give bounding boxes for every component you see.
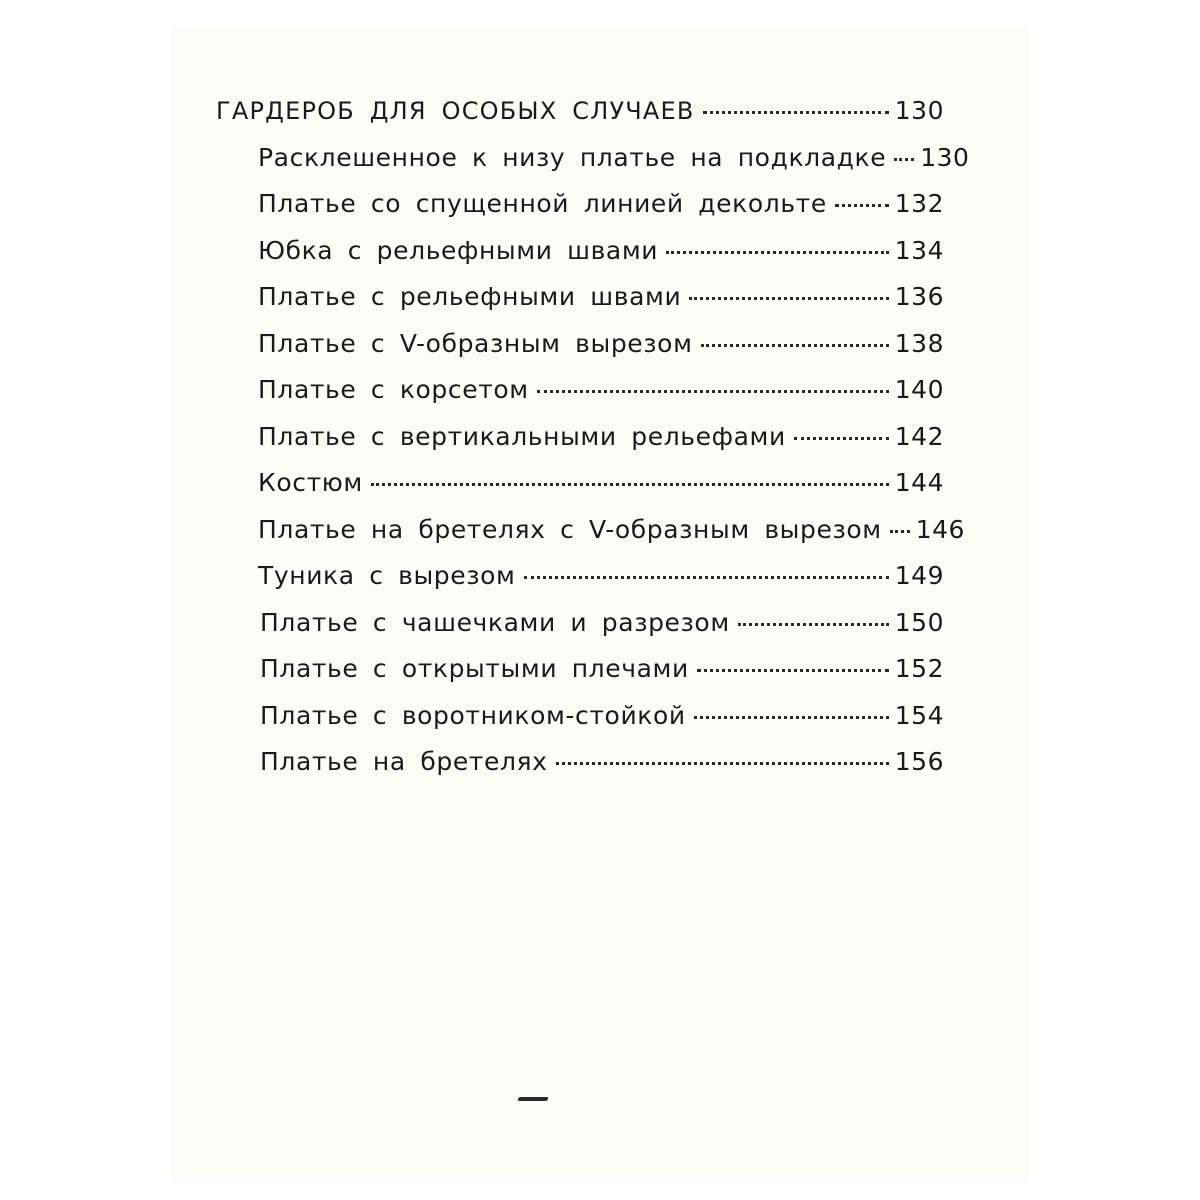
dot-leader: [697, 669, 889, 672]
toc-heading-title: ГАРДЕРОБ ДЛЯ ОСОБЫХ СЛУЧАЕВ: [216, 97, 695, 125]
page-footer-mark: [517, 1097, 548, 1101]
toc-entry: [216, 367, 944, 414]
toc-entry-title: Платье с воротником-стойкой: [260, 700, 686, 730]
toc-entry: [216, 739, 944, 786]
toc-entry: [216, 321, 944, 368]
toc-entry-title: Платье с V-образным вырезом: [258, 328, 693, 358]
toc-entry-title: Платье на бретелях: [260, 747, 548, 776]
toc-entry: [216, 460, 944, 507]
toc-entry-page: 142: [894, 421, 944, 451]
dot-leader: [894, 158, 914, 161]
toc-entry-title: Платье с чашечками и разрезом: [260, 607, 730, 637]
dot-leader: [890, 530, 910, 533]
toc-heading-page: 130: [894, 96, 944, 125]
toc-entry: [216, 553, 944, 600]
dot-leader: [689, 297, 888, 300]
toc-entry-page: 130: [920, 142, 970, 172]
toc-entry-title: Платье на бретелях с V-образным вырезом: [258, 514, 882, 544]
toc-entry-page: 140: [894, 375, 944, 404]
toc-entry: [216, 600, 944, 647]
table-of-contents: [216, 88, 970, 786]
toc-entry: [216, 135, 970, 182]
dot-leader: [524, 576, 889, 579]
toc-entry: [216, 646, 944, 693]
toc-section-heading: [216, 88, 944, 135]
dot-leader: [738, 623, 889, 626]
dot-leader: [666, 251, 889, 254]
toc-entry-page: 138: [894, 328, 944, 358]
toc-entry: [216, 693, 944, 740]
dot-leader: [694, 716, 889, 719]
toc-entry-title: Расклешенное к низу платье на подкладке: [258, 142, 887, 172]
dot-leader: [701, 344, 889, 347]
toc-entry-title: Платье с корсетом: [258, 375, 529, 404]
toc-entry-page: 152: [894, 654, 944, 683]
toc-entry-page: 154: [894, 700, 944, 730]
toc-entry-title: Туника с вырезом: [258, 561, 516, 590]
toc-entry: [216, 414, 944, 461]
dot-leader: [835, 204, 889, 207]
toc-entry-page: 136: [894, 282, 944, 311]
toc-entry: [216, 274, 944, 321]
dot-leader: [794, 437, 889, 440]
toc-entry-title: Платье с открытыми плечами: [260, 654, 689, 683]
toc-entry-page: 144: [894, 468, 944, 497]
dot-leader: [371, 483, 889, 486]
toc-entry: [216, 228, 944, 275]
toc-entry: [216, 181, 944, 228]
toc-entry-page: 146: [915, 514, 965, 544]
toc-entry-title: Костюм: [258, 468, 363, 497]
toc-entry-title: Платье с рельефными швами: [258, 282, 682, 311]
toc-entry-title: Юбка с рельефными швами: [258, 235, 659, 265]
toc-entry: [216, 507, 965, 554]
toc-entry-title: Платье с вертикальными рельефами: [258, 421, 786, 451]
toc-entry-page: 149: [894, 561, 944, 590]
toc-entry-page: 156: [894, 747, 944, 776]
dot-leader: [537, 390, 889, 393]
toc-entry-page: 132: [894, 189, 944, 218]
dot-leader: [556, 762, 889, 765]
toc-entry-title: Платье со спущенной линией декольте: [258, 189, 827, 218]
dot-leader: [703, 111, 889, 114]
toc-entry-page: 150: [894, 607, 944, 637]
toc-entry-page: 134: [894, 235, 944, 265]
